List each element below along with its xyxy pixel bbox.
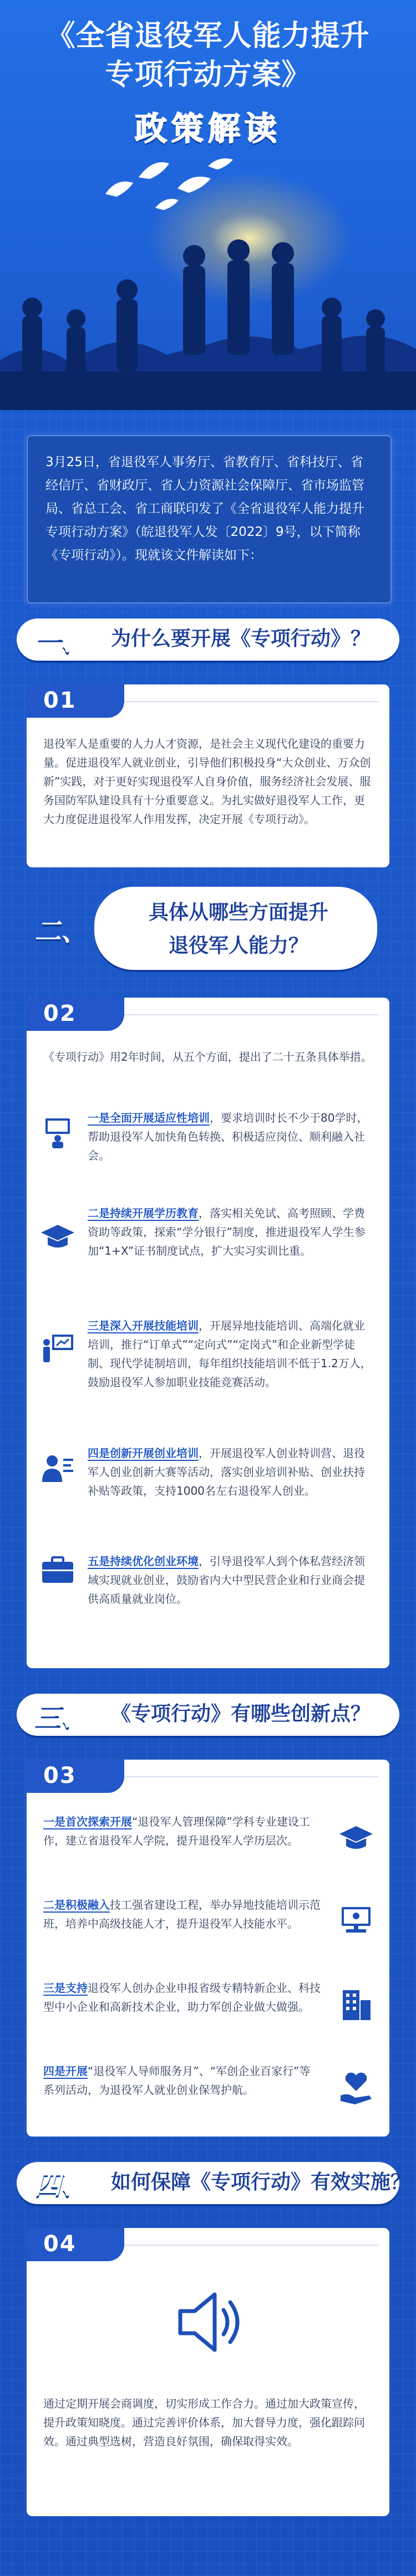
list-item <box>88 1204 374 1260</box>
item-highlight: 二是积极融入 <box>43 1898 110 1911</box>
graduation-cap-icon <box>338 1821 374 1856</box>
section-1-number: 一、 <box>34 626 88 657</box>
section-2-card <box>27 998 389 1668</box>
list-item <box>43 1812 321 1850</box>
training-board-icon <box>338 1904 374 1939</box>
item-highlight: 四是开展 <box>43 2064 88 2078</box>
item-text: ，开展退役军人创业特训营、退役军人创业创新大赛等活动，落实创业培训补贴、创业扶持补贴等政策，支持1000名左右退役军人创业。 <box>88 1447 365 1497</box>
hero-subtitle: 政策解读 <box>134 110 281 147</box>
list-item <box>88 1552 374 1608</box>
card-tab <box>27 998 124 1031</box>
item-text: “退役军人管理保障”学科专业建设工作，建立省退役军人学院，提升退役军人学历层次。 <box>43 1815 310 1847</box>
item-text: ，引导退役军人到个体私营经济领域实现就业创业，鼓励省内大中型民营企业和行业商会提供高质量就业岗位。 <box>88 1555 365 1606</box>
heart-hand-icon <box>338 2070 374 2105</box>
section-2-lead: 《专项行动》用2年时间，从五个方面，提出了二十五条具体举措。 <box>43 1050 372 1064</box>
card-number: 02 <box>43 1001 77 1026</box>
section-4-banner <box>17 2159 411 2207</box>
card-divider <box>124 1014 378 1015</box>
mentor-icon <box>40 1451 75 1486</box>
hero-banner <box>0 0 416 410</box>
section-2-banner <box>17 887 399 970</box>
section-1-text: 退役军人是重要的人力人才资源，是社会主义现代化建设的重要力量。促进退役军人就业创业，引导他们积极投身“大众创业、万众创新”实践，对于更好实现退役军人自身价值，服务经济社会发展、服务国防军队建设具有十分重要意义。为扎实做好退役军人工作，更大力度促进退役军人作用发挥，决定开展《专项行动》。 <box>43 737 371 826</box>
list-item <box>43 1895 321 1933</box>
item-text: ，要求培训时长不少于80学时，帮助退役军人加快角色转换、积极适应岗位、顺利融入社会。 <box>88 1111 368 1162</box>
intro-text: 3月25日，省退役军人事务厅、省教育厅、省科技厅、省经信厅、省财政厅、省人力资源社会保障厅、省市场监管局、省总工会、省工商联印发了《全省退役军人能力提升专项行动方案》（皖退役军人发〔2022〕9号，以下简称《专项行动》）。现就该文件解读如下： <box>45 455 364 563</box>
item-text: ，开展异地技能培训、高端化就业培训，推行“订单式”“定向式”“定岗式”和企业新型学徒制、现代学徒制培训，每年组织技能培训不低于1.2万人，鼓励退役军人参加职业技能竞赛活动。 <box>88 1319 372 1389</box>
item-highlight: 一是全面开展适应性培训 <box>88 1111 210 1125</box>
list-item <box>88 1444 374 1500</box>
section-1-title: 为什么要开展《专项行动》？ <box>111 627 371 650</box>
hero-title-line1: 《全省退役军人能力提升 <box>46 19 370 53</box>
section-2-title-line2: 退役军人能力？ <box>168 934 308 957</box>
intro-box <box>27 435 392 604</box>
item-highlight: 四是创新开展创业培训 <box>88 1447 199 1460</box>
presentation-icon <box>40 1330 75 1366</box>
item-highlight: 二是持续开展学历教育 <box>88 1207 199 1220</box>
list-item <box>88 1316 374 1392</box>
list-item <box>88 1108 374 1165</box>
section-2-number: 二、 <box>34 916 88 947</box>
briefcase-icon <box>40 1552 75 1587</box>
item-highlight: 三是支持 <box>43 1981 88 1995</box>
section-3-banner <box>17 1690 399 1739</box>
section-1-card <box>27 684 389 867</box>
section-3-card <box>27 1760 389 2137</box>
section-4-title: 如何保障《专项行动》有效实施？ <box>111 2171 411 2194</box>
item-text: 技工强省建设工程，举办异地技能培训示范班，培养中高级技能人才，提升退役军人技能水平。 <box>43 1898 321 1930</box>
card-number: 01 <box>43 688 77 713</box>
section-2-title-line1: 具体从哪些方面提升 <box>148 901 328 924</box>
building-icon <box>338 1987 374 2022</box>
card-divider <box>124 2245 378 2246</box>
section-3-title: 《专项行动》有哪些创新点？ <box>111 1703 371 1725</box>
item-text: ，落实相关免试、高考照顾、学费资助等政策，探索“学分银行”制度，推进退役军人学生参加“1+X”证书制度试点，扩大实习实训比重。 <box>88 1207 366 1258</box>
section-1-banner <box>17 615 399 664</box>
speaker-icon <box>169 2283 247 2361</box>
soldiers-silhouette <box>0 233 416 410</box>
card-number: 03 <box>43 1763 77 1788</box>
section-4-number: 四、 <box>34 2169 88 2200</box>
section-3-number: 三、 <box>34 1701 88 1732</box>
card-divider <box>124 701 378 702</box>
item-highlight: 一是首次探索开展 <box>43 1815 132 1828</box>
hero-title-line2: 专项行动方案》 <box>105 58 311 91</box>
section-4-text: 通过定期开展会商调度，切实形成工作合力。通过加大政策宣传，提升政策知晓度。通过完善评价体系，加大督导力度，强化跟踪问效。通过典型选树，营造良好氛围，确保取得实效。 <box>43 2397 365 2448</box>
item-highlight: 五是持续优化创业环境 <box>88 1555 199 1568</box>
card-tab <box>27 684 124 718</box>
item-text: 退役军人创办企业申报省级专精特新企业、科技型中小企业和高新技术企业，助力军创企业做大做强。 <box>43 1981 321 2013</box>
card-number: 04 <box>43 2231 77 2257</box>
section-4-card <box>27 2228 389 2516</box>
item-text: “退役军人导师服务月”、“军创企业百家行”等系列活动，为退役军人就业创业保驾护航。 <box>43 2064 311 2097</box>
teacher-icon <box>40 1114 75 1149</box>
graduation-cap-icon <box>40 1219 75 1255</box>
list-item <box>43 2062 321 2099</box>
card-tab <box>27 1760 124 1793</box>
card-divider <box>124 1776 378 1777</box>
list-item <box>43 1979 321 2016</box>
card-tab <box>27 2228 124 2261</box>
doves-illustration <box>94 155 244 222</box>
item-highlight: 三是深入开展技能培训 <box>88 1319 199 1332</box>
